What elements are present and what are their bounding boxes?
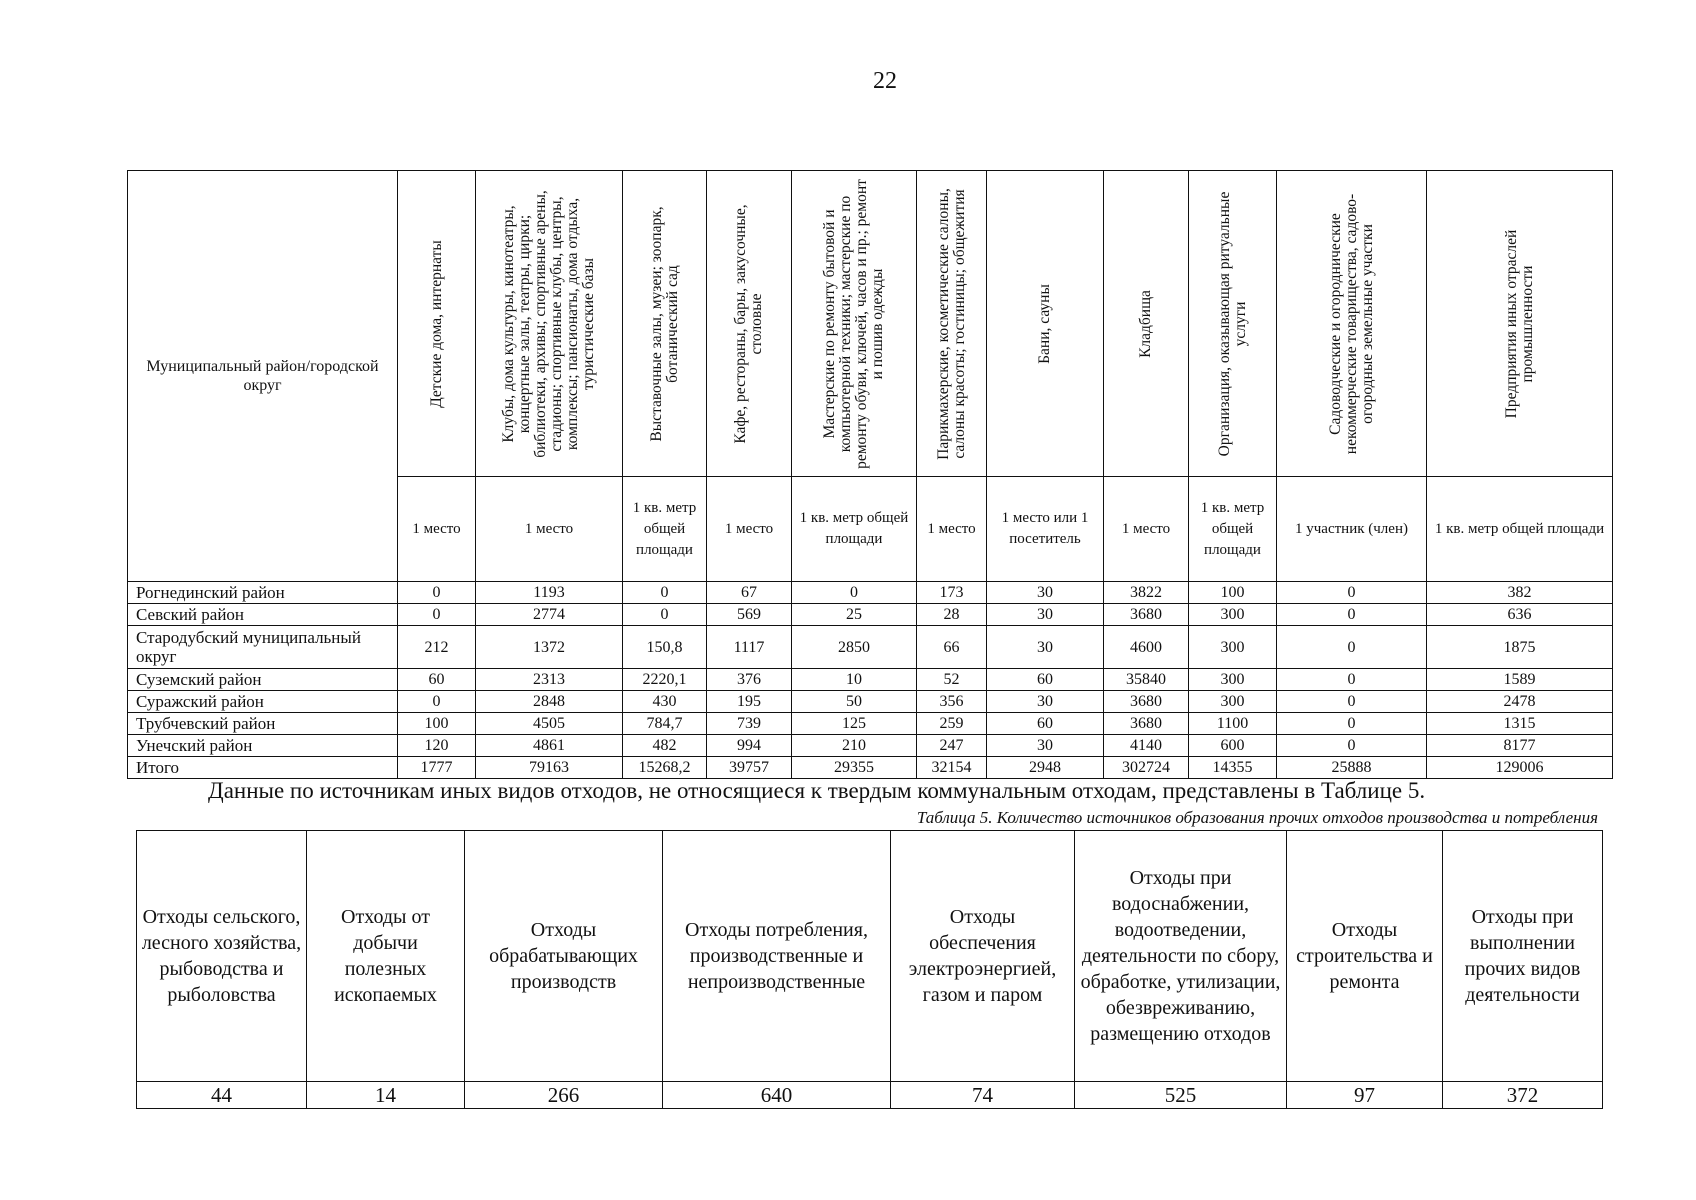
unit-cell: 1 место (1104, 477, 1189, 582)
total-row (128, 757, 1613, 779)
table-cell: 1100 (1189, 713, 1277, 735)
table-cell: 300 (1189, 691, 1277, 713)
table-cell: 0 (1277, 582, 1427, 604)
table-cell: 2848 (476, 691, 623, 713)
table-cell: 52 (917, 669, 987, 691)
table-cell: 0 (1277, 604, 1427, 626)
table-cell: 4140 (1104, 735, 1189, 757)
table-cell: 0 (398, 582, 476, 604)
intro-paragraph: Данные по источникам иных видов отходов, не относящиеся к твердым коммунальным отходам, представлены в Таблице 5. (208, 778, 1426, 803)
table-cell: 784,7 (623, 713, 707, 735)
column-header-2: Клубы, дома культуры, кинотеатры, концертные залы, театры, цирки; библиотеки, архивы; спортивные арены, стадионы; спортивные клубы, центры, комплексы; пансионаты, дома отдыха, туристические базы (476, 171, 623, 477)
unit-cell: 1 место (917, 477, 987, 582)
unit-cell: 1 место (398, 477, 476, 582)
table-cell: 247 (917, 735, 987, 757)
column-header-5: Мастерские по ремонту бытовой и компьютерной техники; мастерские по ремонту обуви, ключей, часов и пр.; ремонт и пошив одежды (792, 171, 917, 477)
table-cell: 50 (792, 691, 917, 713)
table-cell: 28 (917, 604, 987, 626)
table-cell: 15268,2 (623, 757, 707, 779)
unit-cell: 1 участник (член) (1277, 477, 1427, 582)
municipal-waste-sources-table (127, 170, 1613, 779)
column-header-4: Кафе, рестораны, бары, закусочные, столовые (707, 171, 792, 477)
table2-values-row (137, 1082, 1603, 1109)
table-cell: 3680 (1104, 604, 1189, 626)
table1-header-row (128, 171, 1613, 477)
district-name-cell: Суземский район (128, 669, 398, 691)
table-cell: 100 (398, 713, 476, 735)
table-cell: 125 (792, 713, 917, 735)
table-cell: 4600 (1104, 626, 1189, 669)
table-cell: 0 (1277, 735, 1427, 757)
column-header: Отходы при водоснабжении, водоотведении, деятельности по сбору, обработке, утилизации, обезвреживанию, размещению отходов (1075, 831, 1287, 1082)
table-cell: 100 (1189, 582, 1277, 604)
table-cell: 30 (987, 626, 1104, 669)
column-header-10: Садоводческие и огороднические некоммерческие товарищества, садово-огородные земельные участки (1277, 171, 1427, 477)
table-cell: 1315 (1427, 713, 1613, 735)
table-cell: 569 (707, 604, 792, 626)
table2-header-row (137, 831, 1603, 1082)
table-cell: 212 (398, 626, 476, 669)
table-cell: 30 (987, 604, 1104, 626)
table-cell: 266 (465, 1082, 663, 1109)
table-cell: 60 (398, 669, 476, 691)
table-cell: 66 (917, 626, 987, 669)
table-cell: 74 (891, 1082, 1075, 1109)
table-cell: 300 (1189, 669, 1277, 691)
table-row (128, 735, 1613, 757)
table-cell: 0 (398, 691, 476, 713)
unit-cell: 1 кв. метр общей площади (623, 477, 707, 582)
table-cell: 1193 (476, 582, 623, 604)
table-cell: 2478 (1427, 691, 1613, 713)
table-row (128, 669, 1613, 691)
table-cell: 10 (792, 669, 917, 691)
table-cell: 302724 (1104, 757, 1189, 779)
total-label-cell: Итого (128, 757, 398, 779)
table-caption: Таблица 5. Количество источников образования прочих отходов производства и потребления (916, 808, 1598, 827)
table-cell: 0 (792, 582, 917, 604)
table-cell: 67 (707, 582, 792, 604)
district-name-cell: Севский район (128, 604, 398, 626)
table-row (128, 691, 1613, 713)
table-cell: 600 (1189, 735, 1277, 757)
table-cell: 1875 (1427, 626, 1613, 669)
district-name-cell: Трубчевский район (128, 713, 398, 735)
table-cell: 44 (137, 1082, 307, 1109)
table-cell: 376 (707, 669, 792, 691)
table-cell: 173 (917, 582, 987, 604)
table-cell: 150,8 (623, 626, 707, 669)
column-header: Отходы обеспечения электроэнергией, газом и паром (891, 831, 1075, 1082)
table-cell: 636 (1427, 604, 1613, 626)
table-cell: 32154 (917, 757, 987, 779)
table-cell: 60 (987, 669, 1104, 691)
table-cell: 60 (987, 713, 1104, 735)
table-cell: 0 (1277, 626, 1427, 669)
table-cell: 39757 (707, 757, 792, 779)
column-header-6: Парикмахерские, косметические салоны, салоны красоты; гостиницы; общежития (917, 171, 987, 477)
table-cell: 4505 (476, 713, 623, 735)
table-cell: 129006 (1427, 757, 1613, 779)
table-cell: 120 (398, 735, 476, 757)
table-cell: 97 (1287, 1082, 1443, 1109)
table-cell: 3822 (1104, 582, 1189, 604)
column-header: Отходы при выполнении прочих видов деятельности (1443, 831, 1603, 1082)
table-cell: 300 (1189, 626, 1277, 669)
column-header: Отходы потребления, производственные и непроизводственные (663, 831, 891, 1082)
page-number: 22 (873, 68, 897, 94)
table-cell: 640 (663, 1082, 891, 1109)
table-cell: 210 (792, 735, 917, 757)
unit-cell: 1 кв. метр общей площади (1189, 477, 1277, 582)
unit-cell: 1 кв. метр общей площади (1427, 477, 1613, 582)
column-header-9: Организация, оказывающая ритуальные услуги (1189, 171, 1277, 477)
table-cell: 30 (987, 691, 1104, 713)
table-cell: 1777 (398, 757, 476, 779)
table-cell: 14 (307, 1082, 465, 1109)
table-row (128, 713, 1613, 735)
table-cell: 372 (1443, 1082, 1603, 1109)
table-cell: 30 (987, 582, 1104, 604)
table-cell: 0 (623, 604, 707, 626)
other-waste-sources-table (136, 830, 1603, 1109)
table-cell: 0 (1277, 691, 1427, 713)
table-cell: 14355 (1189, 757, 1277, 779)
column-header-3: Выставочные залы, музеи; зоопарк, ботанический сад (623, 171, 707, 477)
table-cell: 25 (792, 604, 917, 626)
table-cell: 356 (917, 691, 987, 713)
column-header: Отходы строительства и ремонта (1287, 831, 1443, 1082)
table-row (128, 582, 1613, 604)
table-cell: 1589 (1427, 669, 1613, 691)
table-cell: 79163 (476, 757, 623, 779)
table-cell: 1117 (707, 626, 792, 669)
table-cell: 29355 (792, 757, 917, 779)
table-cell: 0 (623, 582, 707, 604)
unit-cell: 1 место или 1 посетитель (987, 477, 1104, 582)
table-cell: 525 (1075, 1082, 1287, 1109)
column-header-district: Муниципальный район/городской округ (128, 171, 398, 582)
district-name-cell: Стародубский муниципальный округ (128, 626, 398, 669)
table-cell: 8177 (1427, 735, 1613, 757)
table-cell: 430 (623, 691, 707, 713)
column-header-11: Предприятия иных отраслей промышленности (1427, 171, 1613, 477)
table-cell: 2774 (476, 604, 623, 626)
unit-cell: 1 кв. метр общей площади (792, 477, 917, 582)
table-cell: 382 (1427, 582, 1613, 604)
district-name-cell: Суражский район (128, 691, 398, 713)
district-name-cell: Рогнединский район (128, 582, 398, 604)
table-cell: 259 (917, 713, 987, 735)
column-header-8: Кладбища (1104, 171, 1189, 477)
table-cell: 2948 (987, 757, 1104, 779)
column-header-7: Бани, сауны (987, 171, 1104, 477)
table-cell: 994 (707, 735, 792, 757)
table-cell: 4861 (476, 735, 623, 757)
unit-cell: 1 место (476, 477, 623, 582)
table-cell: 2313 (476, 669, 623, 691)
table-cell: 739 (707, 713, 792, 735)
table-row (128, 604, 1613, 626)
table-cell: 35840 (1104, 669, 1189, 691)
table-cell: 482 (623, 735, 707, 757)
column-header: Отходы сельского, лесного хозяйства, рыбоводства и рыболовства (137, 831, 307, 1082)
table-cell: 3680 (1104, 713, 1189, 735)
table-cell: 0 (398, 604, 476, 626)
table-cell: 25888 (1277, 757, 1427, 779)
column-header-1: Детские дома, интернаты (398, 171, 476, 477)
table-cell: 1372 (476, 626, 623, 669)
table-cell: 0 (1277, 669, 1427, 691)
table-cell: 195 (707, 691, 792, 713)
column-header: Отходы обрабатывающих производств (465, 831, 663, 1082)
table-row (128, 626, 1613, 669)
table-cell: 0 (1277, 713, 1427, 735)
column-header: Отходы от добычи полезных ископаемых (307, 831, 465, 1082)
table-cell: 300 (1189, 604, 1277, 626)
district-name-cell: Унечский район (128, 735, 398, 757)
table-cell: 3680 (1104, 691, 1189, 713)
unit-cell: 1 место (707, 477, 792, 582)
table-cell: 30 (987, 735, 1104, 757)
table-cell: 2850 (792, 626, 917, 669)
table-cell: 2220,1 (623, 669, 707, 691)
